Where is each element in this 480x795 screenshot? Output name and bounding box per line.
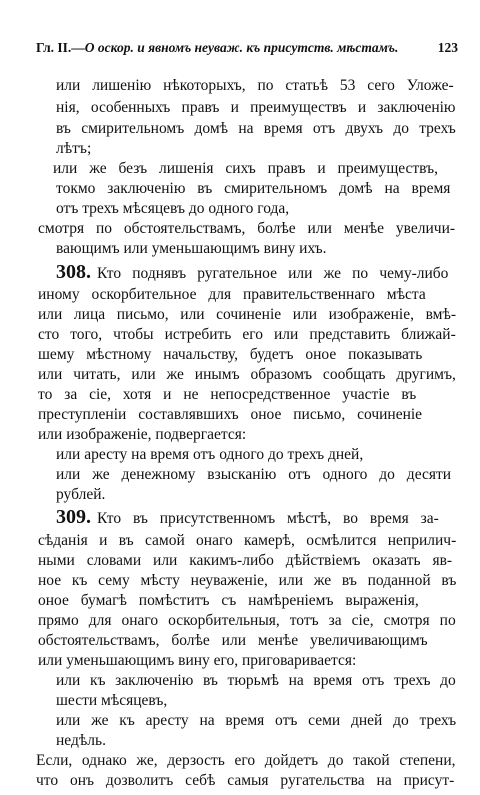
line-text: или читать, или же инымъ образомъ сообщать другимъ, [38,366,456,383]
line-text: отъ трехъ мѣсяцевъ до одного года, [56,200,290,217]
line-text: или аресту на время отъ одного до трехъ дней, [56,446,364,463]
line-text: лѣтъ; [56,140,92,157]
text-line [38,651,356,670]
text-line [56,263,448,283]
line-text: шему мѣстному начальству, будетъ оное показывать [38,346,423,363]
line-text: Кто поднявъ ругательное или же по чему-либо [97,265,449,282]
text-line [56,465,451,484]
line-text: рублей. [56,486,106,503]
text-line [56,239,327,258]
text-line [38,631,428,650]
text-line [38,365,456,384]
running-header [36,40,458,56]
text-line [38,385,416,404]
text-line [38,325,456,344]
line-text: ными словами или какимъ-либо дѣйствіемъ оказать яв- [38,552,453,569]
text-line [36,751,456,770]
line-text: Кто въ присутственномъ мѣстѣ, во время за- [97,510,439,527]
line-text: оное бумагѣ помѣститъ съ намѣреніемъ выраженія, [38,592,419,609]
line-text: въ смирительномъ домѣ на время отъ двухъ до трехъ [56,120,456,137]
text-line [56,76,454,95]
line-text: недѣль. [56,732,106,749]
text-line [38,611,456,630]
line-text: или же денежному взысканію отъ одного до десяти [56,466,452,483]
line-text: нія, особенныхъ правъ и преимуществъ и заключенію [56,99,456,116]
text-line [38,405,422,424]
text-line [56,179,450,198]
line-text: что онъ дозволитъ себѣ самыя ругательства на присут- [36,772,455,789]
text-line [38,345,422,364]
line-text: шести мѣсяцевъ, [56,692,168,709]
text-line [38,531,456,550]
line-text: сто того, чтобы истребить его или представить ближай- [38,326,456,343]
text-line [56,691,167,710]
text-line [53,159,438,178]
line-text: то за сіе, хотя и не непосредственное участіе въ [38,386,417,403]
line-text: смотря по обстоятельствамъ, болѣе или менѣе увеличи- [38,220,456,237]
text-line [56,98,456,117]
line-text: или изображеніе, подвергается: [38,426,247,443]
line-text: или лица письмо, или сочиненіе или изображеніе, вмѣ- [38,306,457,323]
text-line [38,425,246,444]
text-line [56,139,91,158]
text-line [56,119,456,138]
line-text: или уменьшающимъ вину его, приговаривается: [38,652,357,669]
page-number: 123 [437,40,458,55]
text-line [36,771,454,790]
line-text: Если, однако же, дерзость его дойдетъ до такой степени, [36,752,456,769]
line-text: обстоятельствамъ, болѣе или менѣе увеличивающимъ [38,632,428,649]
text-line [56,711,456,730]
article-number: 309. [56,506,91,528]
header-chapter: Гл. II.— [36,40,85,55]
text-line [56,485,105,504]
line-text: токмо заключенію въ смирительномъ домѣ на время [56,180,451,197]
line-text: ное къ сему мѣсту неуваженіе, или же въ поданной въ [38,572,457,589]
text-line [56,199,289,218]
text-line [38,285,426,304]
header-title: О оскор. и явномъ неуваж. къ присутств. мѣстамъ. [84,40,399,55]
text-line [38,219,455,238]
text-line [38,305,456,324]
article-number: 308. [56,261,91,283]
text-line [56,445,363,464]
line-text: или же къ аресту на время отъ семи дней до трехъ [56,712,457,729]
line-text: прямо для онаго оскорбительныя, тотъ за сіе, смотря по [38,612,456,629]
line-text: вающимъ или уменьшающимъ вину ихъ. [56,240,327,257]
text-line [56,671,456,690]
text-line [38,551,452,570]
line-text: иному оскорбительное для правительственнаго мѣста [38,286,426,303]
line-text: или же безъ лишенія сихъ правъ и преимуществъ, [53,160,439,177]
line-text: преступленіи составлявшихъ оное письмо, сочиненіе [38,406,423,423]
line-text: сѣданія и въ самой онаго камерѣ, осмѣлится неприлич- [38,532,457,549]
text-line [38,571,456,590]
text-line [56,508,439,528]
text-line [56,731,106,750]
line-text: или къ заключенію въ тюрьмѣ на время отъ трехъ до [56,672,456,689]
line-text: или лишенію нѣкоторыхъ, по статьѣ 53 сего Уложе- [56,77,454,94]
text-line [38,591,419,610]
